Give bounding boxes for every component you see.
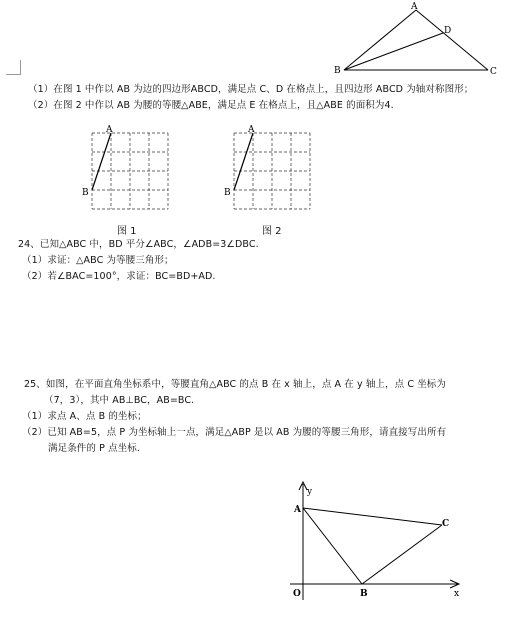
label-c: C xyxy=(442,519,450,529)
page-margin-marker xyxy=(6,60,21,75)
q25-stem-line1: 25、如图，在平面直角坐标系中，等腰直角△ABC 的点 B 在 x 轴上，点 A 在 y 轴上，点 C 坐标为 xyxy=(24,379,446,390)
label-origin: O xyxy=(293,589,301,599)
segment-bd xyxy=(344,33,443,70)
q23-part1: （1）在图 1 中作以 AB 为边的四边形ABCD，满足点 C、D 在格点上，且四边形 ABCD 为轴对称图形； xyxy=(28,84,474,95)
label-b: B xyxy=(82,188,89,198)
label-b: B xyxy=(334,66,341,76)
label-a: A xyxy=(248,125,255,135)
segment-ac xyxy=(303,508,442,525)
label-b: B xyxy=(224,188,231,198)
segment-ac xyxy=(416,10,488,70)
segment-ab xyxy=(234,133,253,190)
triangle-abc-figure xyxy=(330,0,500,80)
q24-stem: 24、已知△ABC 中，BD 平分∠ABC，∠ADB=3∠DBC. xyxy=(18,239,259,250)
label-a: A xyxy=(294,505,301,515)
q25-part2-line1: （2）已知 AB=5，点 P 为坐标轴上一点，满足△ABP 是以 AB 为腰的等腰三角形，请直接写出所有 xyxy=(22,427,447,438)
q25-stem-line2: （7，3），其中 AB⊥BC，AB=BC. xyxy=(44,395,195,406)
coordinate-figure xyxy=(282,478,472,603)
q25-part1: （1）求点 A、点 B 的坐标； xyxy=(22,411,147,422)
q24-part2: （2）若∠BAC=100°，求证：BC=BD+AD. xyxy=(22,271,216,282)
grid-figure-1 xyxy=(78,125,178,215)
segment-bc xyxy=(362,525,442,584)
segment-ab xyxy=(92,133,111,190)
segment-ab xyxy=(303,508,362,584)
label-b: B xyxy=(360,589,368,599)
q24-part1: （1）求证：△ABC 为等腰三角形； xyxy=(22,255,174,266)
figure-1-caption: 图 1 xyxy=(117,226,137,237)
segment-ab xyxy=(344,10,416,70)
label-a: A xyxy=(106,125,113,135)
q23-part2: （2）在图 2 中作以 AB 为腰的等腰△ABE，满足点 E 在格点上，且△ABE 的面积为4. xyxy=(28,100,394,111)
figure-2-caption: 图 2 xyxy=(262,226,282,237)
grid-figure-2 xyxy=(220,125,320,215)
q25-part2-line2: 满足条件的 P 点坐标. xyxy=(48,443,140,454)
label-d: D xyxy=(444,26,452,36)
label-c: C xyxy=(490,67,497,77)
label-a: A xyxy=(411,2,418,12)
label-y: y xyxy=(307,487,313,497)
label-x: x xyxy=(454,589,460,599)
